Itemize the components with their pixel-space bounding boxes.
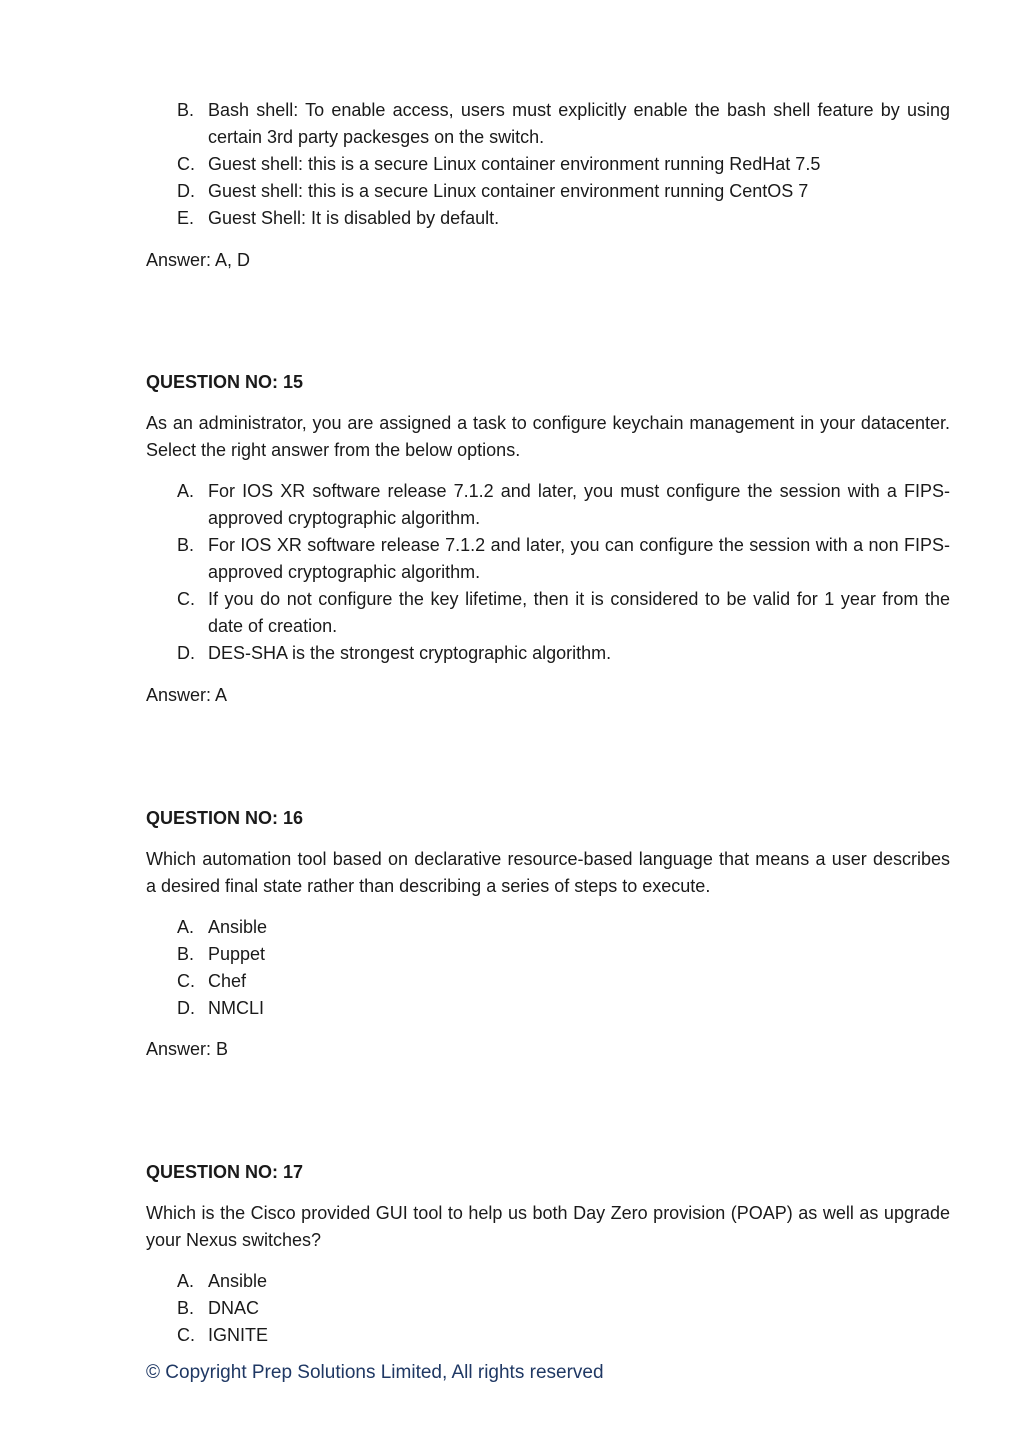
option-text: For IOS XR software release 7.1.2 and later, you must configure the session with a FIPS-approved cryptographic algorithm.: [208, 481, 950, 528]
q15-options: [177, 478, 950, 667]
q15-option-c: [177, 586, 950, 640]
option-text: Guest shell: this is a secure Linux container environment running RedHat 7.5: [208, 154, 821, 174]
q16-options: [177, 914, 950, 1022]
option-text: NMCLI: [208, 998, 265, 1018]
q16-title: QUESTION NO: 16: [146, 808, 304, 828]
option-letter: B.: [177, 944, 195, 964]
q16-option-d: [177, 995, 950, 1022]
option-letter: A.: [177, 1271, 195, 1291]
option-letter: D.: [177, 998, 195, 1018]
option-text: DES-SHA is the strongest cryptographic algorithm.: [208, 643, 612, 663]
option-text: Guest Shell: It is disabled by default.: [208, 208, 500, 228]
option-text: If you do not configure the key lifetime, then it is considered to be valid for 1 year from the date of creation.: [208, 589, 950, 636]
q17-option-b: [177, 1295, 950, 1322]
q15-title: QUESTION NO: 15: [146, 372, 304, 392]
option-letter: C.: [177, 971, 195, 991]
option-letter: C.: [177, 589, 195, 609]
option-letter: B.: [177, 100, 195, 120]
q16-option-c: [177, 968, 950, 995]
q17-title: QUESTION NO: 17: [146, 1162, 304, 1182]
q17-options: [177, 1268, 950, 1349]
option-letter: D.: [177, 643, 195, 663]
option-letter: A.: [177, 917, 195, 937]
q14-option-d: [177, 178, 950, 205]
q17-text: Which is the Cisco provided GUI tool to help us both Day Zero provision (POAP) as well as upgrade your Nexus switches?: [146, 1203, 950, 1250]
option-text: Guest shell: this is a secure Linux container environment running CentOS 7: [208, 181, 809, 201]
option-text: For IOS XR software release 7.1.2 and later, you can configure the session with a non FIPS-approved cryptographic algorithm.: [208, 535, 950, 582]
q17-option-c: [177, 1322, 950, 1349]
option-text: Bash shell: To enable access, users must explicitly enable the bash shell feature by using certain 3rd party packesges on the switch.: [208, 100, 950, 147]
option-text: Chef: [208, 971, 247, 991]
option-letter: C.: [177, 1325, 195, 1345]
option-letter: C.: [177, 154, 195, 174]
q17-option-a: [177, 1268, 950, 1295]
option-letter: B.: [177, 1298, 195, 1318]
option-text: Ansible: [208, 1271, 268, 1291]
option-text: Puppet: [208, 944, 266, 964]
q15-text: As an administrator, you are assigned a task to configure keychain management in your datacenter. Select the right answer from the below options.: [146, 413, 950, 460]
q16-option-b: [177, 941, 950, 968]
option-letter: D.: [177, 181, 195, 201]
option-text: Ansible: [208, 917, 268, 937]
option-text: IGNITE: [208, 1325, 269, 1345]
q16-text: Which automation tool based on declarative resource-based language that means a user describes a desired final state rather than describing a series of steps to execute.: [146, 849, 950, 896]
q15-option-a: [177, 478, 950, 532]
q16-answer: Answer: B: [146, 1039, 229, 1059]
q15-option-d: [177, 640, 950, 667]
q14-options: [177, 97, 950, 232]
q14-answer: Answer: A, D: [146, 250, 251, 270]
q14-option-b: [177, 97, 950, 151]
q14-option-c: [177, 151, 950, 178]
option-letter: E.: [177, 208, 195, 228]
copyright-footer: © Copyright Prep Solutions Limited, All rights reserved: [146, 1362, 604, 1383]
option-letter: B.: [177, 535, 195, 555]
option-letter: A.: [177, 481, 195, 501]
q15-option-b: [177, 532, 950, 586]
q14-option-e: [177, 205, 950, 232]
q15-answer: Answer: A: [146, 685, 228, 705]
q16-option-a: [177, 914, 950, 941]
option-text: DNAC: [208, 1298, 260, 1318]
